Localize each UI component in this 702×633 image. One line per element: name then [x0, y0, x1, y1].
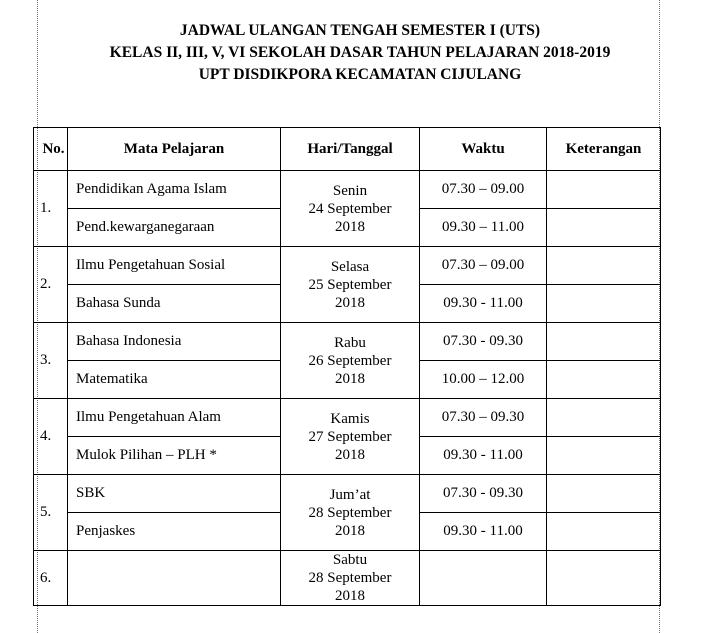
note-cell: [547, 551, 661, 606]
day-name: Rabu: [334, 334, 366, 351]
subject-cell: Ilmu Pengetahuan Sosial: [68, 247, 281, 285]
day-date-cell: [281, 551, 420, 606]
day-date-cell: [281, 247, 420, 323]
table-row: [34, 171, 661, 209]
header-day: Hari/Tanggal: [281, 128, 420, 171]
subject-cell: Penjaskes: [68, 513, 281, 551]
date-text: 24 September: [308, 200, 392, 217]
subject-cell: Pendidikan Agama Islam: [68, 171, 281, 209]
day-date-cell: [281, 399, 420, 475]
table-row: [34, 323, 661, 361]
row-number: 1.: [34, 171, 68, 247]
note-cell: [547, 399, 661, 437]
time-cell: 09.30 – 11.00: [420, 209, 547, 247]
header-time: Waktu: [420, 128, 547, 171]
date-text: 28 September: [308, 570, 392, 586]
day-name: Sabtu: [332, 552, 368, 568]
date-text: 27 September: [308, 428, 392, 445]
day-date-cell: [281, 475, 420, 551]
year-text: 2018: [335, 370, 365, 387]
document-heading: [30, 20, 690, 86]
row-number: 4.: [34, 399, 68, 475]
note-cell: [547, 437, 661, 475]
table-header-row: [34, 128, 661, 171]
note-cell: [547, 475, 661, 513]
heading-line-1: JADWAL ULANGAN TENGAH SEMESTER I (UTS): [179, 22, 541, 39]
note-cell: [547, 285, 661, 323]
day-name: Jum’at: [329, 486, 371, 503]
table-row: [34, 551, 661, 606]
date-text: 25 September: [308, 276, 392, 293]
header-note: Keterangan: [547, 128, 661, 171]
time-cell: 09.30 - 11.00: [420, 285, 547, 323]
subject-cell: [68, 551, 281, 606]
note-cell: [547, 247, 661, 285]
day-name: Senin: [332, 182, 368, 199]
year-text: 2018: [335, 218, 365, 235]
time-cell: [420, 551, 547, 606]
subject-cell: Mulok Pilihan – PLH *: [68, 437, 281, 475]
time-cell: 09.30 - 11.00: [420, 437, 547, 475]
time-cell: 07.30 – 09.00: [420, 171, 547, 209]
schedule-table: [33, 127, 661, 606]
header-no: No.: [34, 128, 68, 171]
note-cell: [547, 513, 661, 551]
date-text: 26 September: [308, 352, 392, 369]
row-number: 2.: [34, 247, 68, 323]
subject-cell: Pend.kewarganegaraan: [68, 209, 281, 247]
subject-cell: Bahasa Indonesia: [68, 323, 281, 361]
day-date-cell: [281, 323, 420, 399]
time-cell: 07.30 – 09.00: [420, 247, 547, 285]
year-text: 2018: [335, 522, 365, 539]
header-subject: Mata Pelajaran: [68, 128, 281, 171]
day-date-cell: [281, 171, 420, 247]
subject-cell: SBK: [68, 475, 281, 513]
table-row: [34, 399, 661, 437]
time-cell: 07.30 – 09.30: [420, 399, 547, 437]
note-cell: [547, 323, 661, 361]
table-row: [34, 475, 661, 513]
time-cell: 10.00 – 12.00: [420, 361, 547, 399]
note-cell: [547, 171, 661, 209]
subject-cell: Ilmu Pengetahuan Alam: [68, 399, 281, 437]
year-text: 2018: [335, 446, 365, 463]
note-cell: [547, 361, 661, 399]
time-cell: 07.30 - 09.30: [420, 323, 547, 361]
heading-line-2: KELAS II, III, V, VI SEKOLAH DASAR TAHUN PELAJARAN 2018-2019: [109, 44, 611, 61]
table-row: [34, 247, 661, 285]
row-number: 3.: [34, 323, 68, 399]
time-cell: 09.30 - 11.00: [420, 513, 547, 551]
subject-cell: Bahasa Sunda: [68, 285, 281, 323]
day-name: Selasa: [330, 258, 370, 275]
note-cell: [547, 209, 661, 247]
subject-cell: Matematika: [68, 361, 281, 399]
date-text: 28 September: [308, 504, 392, 521]
heading-line-3: UPT DISDIKPORA KECAMATAN CIJULANG: [198, 66, 522, 83]
year-text: 2018: [335, 294, 365, 311]
year-text: 2018: [335, 588, 365, 604]
day-name: Kamis: [330, 410, 370, 427]
row-number: 6.: [34, 551, 68, 606]
row-number: 5.: [34, 475, 68, 551]
time-cell: 07.30 - 09.30: [420, 475, 547, 513]
